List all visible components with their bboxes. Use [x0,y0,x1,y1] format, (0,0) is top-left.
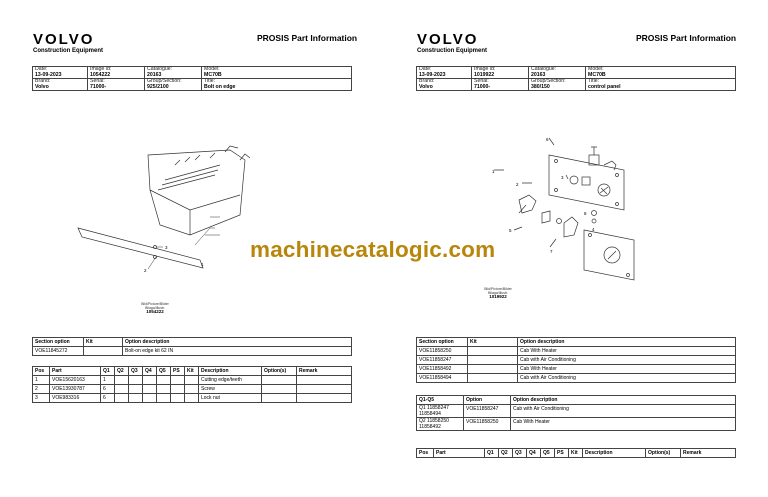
meta-model-cell: Model: MC70B [202,67,352,79]
meta-group-cell: Group/Section: 925/2100 [145,79,202,91]
col-option-description: Option description [518,338,736,347]
col-section-option: Section option [417,338,468,347]
callout-2: 2 [516,182,519,187]
table-row: 1 VOE15620163 1 Cutting edge/teeth [33,376,352,385]
meta-title-cell: Title: Bolt on edge [202,79,352,91]
bucket-illustration [70,140,270,290]
brand-subtitle: Construction Equipment [417,48,487,54]
meta-brand-cell: Brand: Volvo [417,79,472,91]
col-kit: Kit [84,338,123,347]
table-row: VOE11858494 Cab with Air Conditioning [417,374,736,383]
table-row: Q2 11858250 11858492 VOE11858250 Cab With Heater [417,418,736,431]
volvo-logo: VOLVO [33,31,95,48]
option-table [32,337,352,356]
brand-subtitle: Construction Equipment [33,48,103,54]
meta-table [32,66,352,91]
callout-1: 1 [492,169,495,174]
meta-catalogue-cell: Catalogue: 20163 [145,67,202,79]
table-row: VOE11858250 Cab With Heater [417,347,736,356]
q-option-table: Q1-Q5 Option Option description Q1 11858247 11858494 VOE11858247 Cab with Air Conditioning Q2 11858250 11858492 VOE11858250 Cab With Heater [416,395,736,431]
callout-8: 8 [584,211,587,216]
meta-image-cell: Image id: 1054222 [88,67,145,79]
volvo-logo: VOLVO [417,31,479,48]
option-table [416,337,736,383]
meta-date-cell: Date: 13-09-2023 [33,67,88,79]
callout-1: 1 [201,262,204,267]
callout-2: 2 [144,268,147,273]
meta-serial-cell: Serial: 71000- [472,79,529,91]
table-row: 2 VOE13930787 6 Screw [33,385,352,394]
callout-7: 7 [550,249,553,254]
table-row: 3 VOE983316 6 Lock nut [33,394,352,403]
callout-3: 3 [165,245,168,250]
figure-caption: Bild/Picture/Bilder Bilaga/Illustr. 1054222 [141,302,169,314]
figure-caption: Bild/Picture/Bilder Bilaga/Illustr. 1019922 [484,287,512,299]
callout-5: 5 [509,228,512,233]
col-option-description: Option description [123,338,352,347]
table-row: Q1 11858247 11858494 VOE11858247 Cab with Air Conditioning [417,405,736,418]
meta-model-cell: Model: MC70B [586,67,736,79]
col-section-option: Section option [33,338,84,347]
prosis-heading: PROSIS Part Information [636,33,737,43]
callout-3: 3 [561,175,564,180]
col-kit: Kit [468,338,518,347]
meta-date-cell: Date: 13-09-2023 [417,67,472,79]
meta-image-cell: Image id: 1019922 [472,67,529,79]
watermark-text: machinecatalogic.com [250,237,496,262]
callout-4: 4 [592,227,595,232]
parts-table: Pos Part Q1 Q2 Q3 Q4 Q5 PS Kit Description Option(s) Remark [416,448,736,458]
meta-title-cell: Title: control panel [586,79,736,91]
parts-table: Pos Part Q1 Q2 Q3 Q4 Q5 PS Kit Description Option(s) Remark 1 VOE15620163 1 Cutting edge/teeth 2 VOE13930787 6 Screw 3 VOE983316 6 Lock nut [32,366,352,403]
table-row: VOE11858247 Cab with Air Conditioning [417,356,736,365]
meta-group-cell: Group/Section: 380/150 [529,79,586,91]
meta-serial-cell: Serial: 71000- [88,79,145,91]
callout-6: 6 [546,137,549,142]
table-row: VOE11845272 Bolt-on edge kit 62 IN [33,347,352,356]
prosis-heading: PROSIS Part Information [257,33,358,43]
meta-brand-cell: Brand: Volvo [33,79,88,91]
meta-catalogue-cell: Catalogue: 20163 [529,67,586,79]
table-row: VOE11858492 Cab With Heater [417,365,736,374]
meta-table [416,66,736,91]
